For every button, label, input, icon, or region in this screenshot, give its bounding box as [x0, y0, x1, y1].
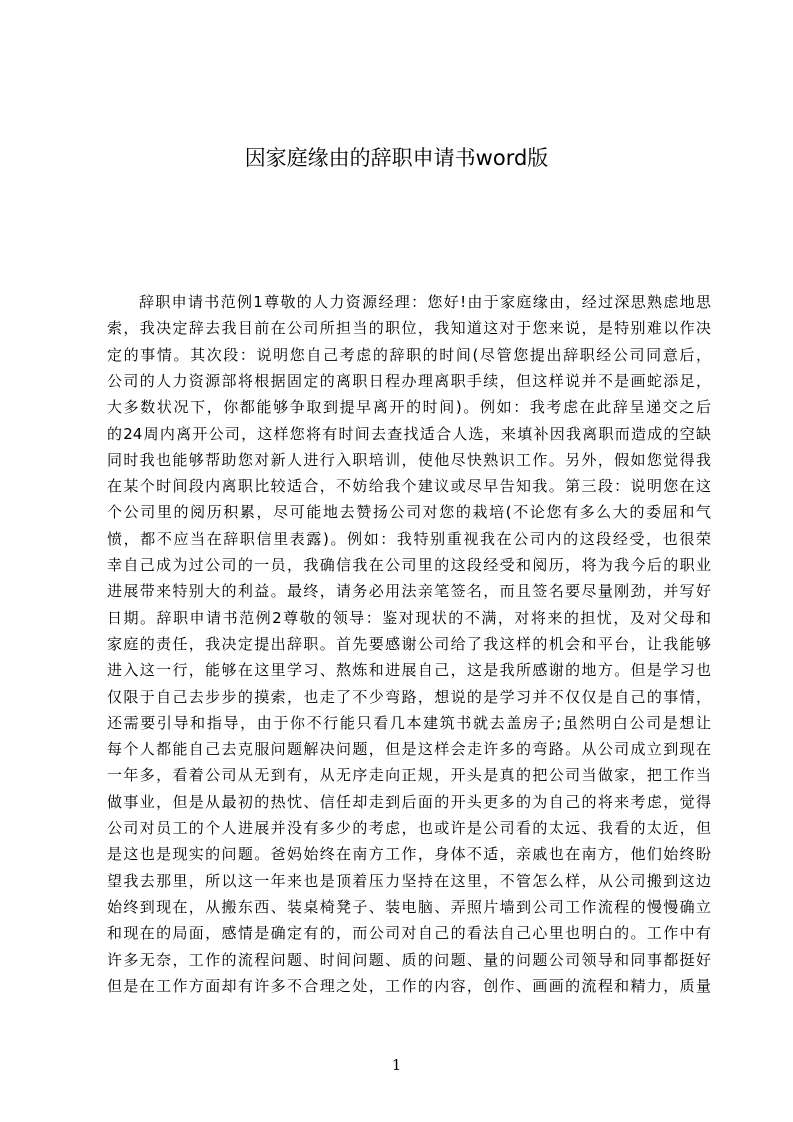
body-paragraph	[107, 289, 711, 1053]
paragraph-line: 许多无奈，工作的流程问题、时间问题、质的问题、量的问题公司领导和同事都挺好	[107, 950, 711, 969]
paragraph-line: 在某个时间段内离职比较适合，不妨给我个建议或尽早告知我。第三段：说明您在这	[107, 477, 711, 496]
page-number: 1	[391, 1056, 402, 1074]
page-title: 因家庭缘由的辞职申请书word版	[244, 146, 549, 170]
paragraph-line: 同时我也能够帮助您对新人进行入职培训，使他尽快熟识工作。另外，假如您觉得我	[107, 450, 711, 469]
paragraph-line: 的24周内离开公司，这样您将有时间去查找适合人选，来填补因我离职而造成的空缺	[107, 424, 711, 443]
paragraph-line: 公司的人力资源部将根据固定的离职日程办理离职手续，但这样说并不是画蛇添足，	[107, 371, 711, 390]
paragraph-line: 始终到现在，从搬东西、装桌椅凳子、装电脑、弄照片墙到公司工作流程的慢慢确立	[107, 897, 711, 916]
paragraph-line: 望我去那里，所以这一年来也是顶着压力坚持在这里，不管怎么样，从公司搬到这边	[107, 871, 711, 890]
paragraph-line: 和现在的局面，感情是确定有的，而公司对自己的看法自己心里也明白的。工作中有	[107, 924, 711, 943]
paragraph-line: 大多数状况下，你都能够争取到提早离开的时间)。例如：我考虑在此辞呈递交之后	[107, 398, 711, 417]
paragraph-line: 每个人都能自己去克服问题解决问题，但是这样会走许多的弯路。从公司成立到现在	[107, 740, 711, 759]
paragraph-line: 日期。辞职申请书范例2尊敬的领导：鉴对现状的不满，对将来的担忧，及对父母和	[107, 608, 711, 627]
paragraph-line: 定的事情。其次段：说明您自己考虑的辞职的时间(尽管您提出辞职经公司同意后，	[107, 345, 711, 364]
paragraph-line: 个公司里的阅历积累，尽可能地去赞扬公司对您的栽培(不论您有多么大的委屈和气	[107, 503, 711, 522]
paragraph-line: 进入这一行，能够在这里学习、熬炼和进展自己，这是我所感谢的地方。但是学习也	[107, 661, 711, 680]
paragraph-line: 索，我决定辞去我目前在公司所担当的职位，我知道这对于您来说，是特别难以作决	[107, 319, 711, 338]
paragraph-line: 做事业，但是从最初的热忱、信任却走到后面的开头更多的为自己的将来考虑，觉得	[107, 792, 711, 811]
paragraph-line: 一年多，看着公司从无到有，从无序走向正规，开头是真的把公司当做家，把工作当	[107, 766, 711, 785]
paragraph-line: 但是在工作方面却有许多不合理之处，工作的内容，创作、画画的流程和精力，质量	[107, 976, 711, 995]
paragraph-line: 辞职申请书范例1尊敬的人力资源经理：您好!由于家庭缘由，经过深思熟虑地思	[139, 293, 711, 311]
paragraph-line: 幸自己成为过公司的一员，我确信我在公司里的这段经受和阅历，将为我今后的职业	[107, 556, 711, 574]
paragraph-line: 公司对员工的个人进展并没有多少的考虑，也或许是公司看的太远、我看的太近，但	[107, 819, 711, 837]
paragraph-line: 愤，都不应当在辞职信里表露)。例如：我特别重视我在公司内的这段经受，也很荣	[107, 529, 711, 548]
paragraph-line: 进展带来特别大的利益。最终，请务必用法亲笔签名，而且签名要尽量刚劲，并写好	[107, 582, 711, 601]
paragraph-line: 仅限于自己去步步的摸索，也走了不少弯路，想说的是学习并不仅仅是自己的事情，	[107, 687, 711, 706]
paragraph-line: 还需要引导和指导，由于你不行能只看几本建筑书就去盖房子;虽然明白公司是想让	[107, 713, 711, 732]
paragraph-line: 家庭的责任，我决定提出辞职。首先要感谢公司给了我这样的机会和平台，让我能够	[107, 634, 711, 653]
paragraph-line: 是这也是现实的问题。爸妈始终在南方工作，身体不适，亲戚也在南方，他们始终盼	[107, 845, 711, 864]
